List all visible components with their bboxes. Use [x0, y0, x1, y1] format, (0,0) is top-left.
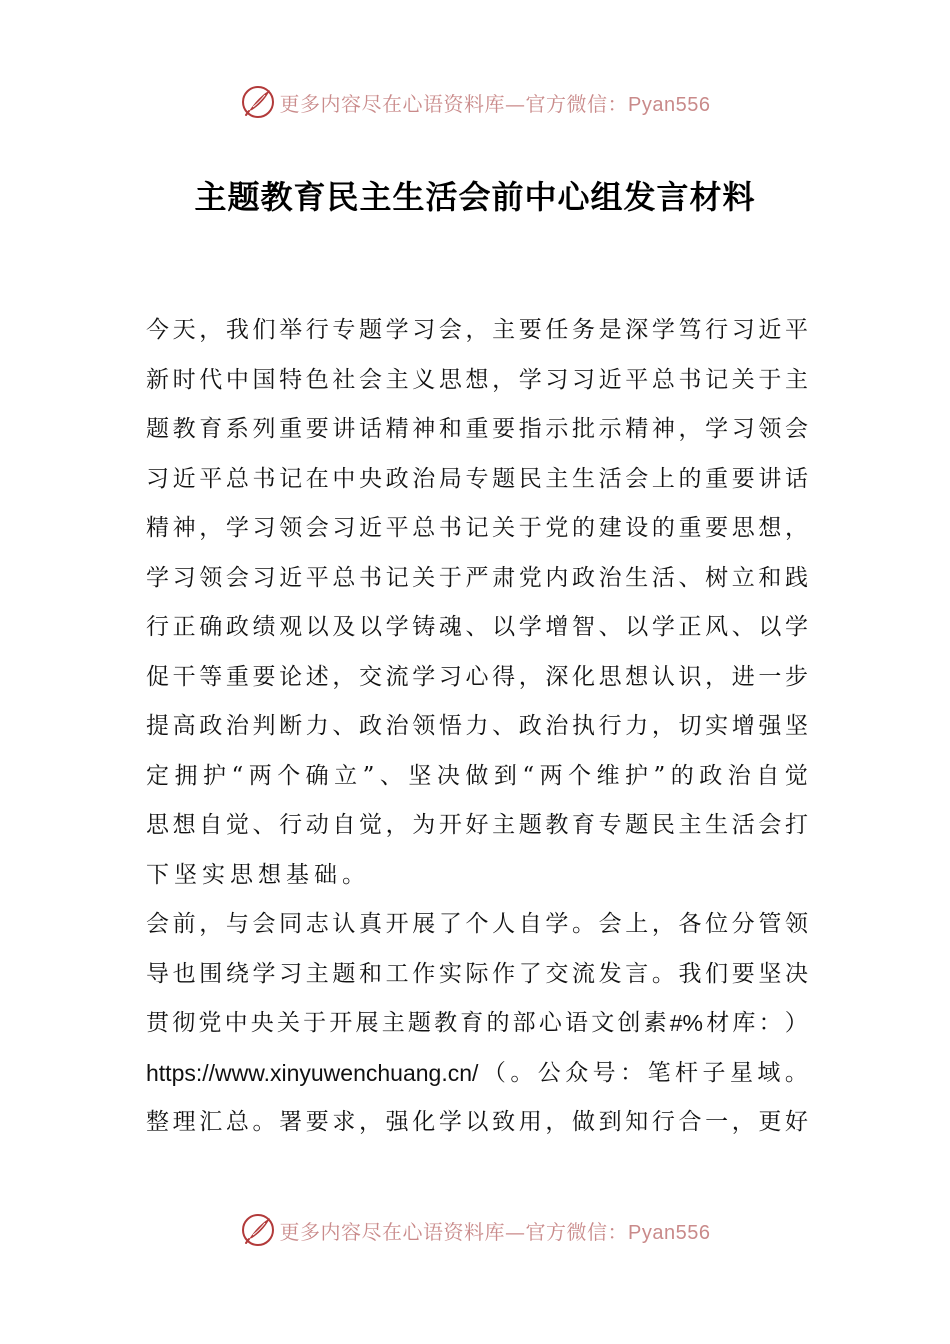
- footer-slogan: [280, 1216, 711, 1245]
- text-line: 思 想 自 觉 、 行 动 自 觉 ， 为 开 好 主 题 教 育 专 题 民 主 生 活 会 打: [146, 812, 808, 838]
- paragraph-2: [146, 900, 808, 1148]
- text-line: 整 理 汇 总 。 署 要 求 ， 强 化 学 以 致 用 ， 做 到 知 行 合 一 ， 更 好: [146, 1109, 808, 1135]
- text-line: 会 前 ， 与 会 同 志 认 真 开 展 了 个 人 自 学 。 会 上 ， 各 位 分 管 领: [146, 911, 808, 937]
- text-line: 行 正 确 政 绩 观 以 及 以 学 铸 魂 、 以 学 增 智 、 以 学 正 风 、 以 学: [146, 614, 808, 640]
- text-line: 下 坚 实 思 想 基 础 。: [146, 861, 370, 888]
- text-line: https://www.xinyuwenchuang.cn/ （ 。 公 众 号 ： 笔 杆 子 星 域 。: [146, 1059, 808, 1086]
- text-line: 今 天 ， 我 们 举 行 专 题 学 习 会 ， 主 要 任 务 是 深 学 笃 行 习 近 平: [146, 317, 808, 343]
- text-line: 定 拥 护 “ 两 个 确 立 ” 、 坚 决 做 到 “ 两 个 维 护 ” 的 政 治 自 觉: [146, 762, 808, 789]
- header-wechat-id: Pyan556: [628, 93, 711, 116]
- text-line: 促 干 等 重 要 论 述 ， 交 流 学 习 心 得 ， 深 化 思 想 认 识 ， 进 一 步: [146, 663, 808, 690]
- text-line: 提 高 政 治 判 断 力 、 政 治 领 悟 力 、 政 治 执 行 力 ， 切 实 增 强 坚: [146, 713, 808, 739]
- document-body: [146, 306, 808, 1148]
- text-line: 学 习 领 会 习 近 平 总 书 记 关 于 严 肃 党 内 政 治 生 活 、 树 立 和 践: [146, 564, 808, 591]
- quill-logo-icon: [240, 84, 276, 120]
- text-line: 贯 彻 党 中 央 关 于 开 展 主 题 教 育 的 部 心 语 文 创 素 #% 材 库 ： ）: [146, 1010, 808, 1036]
- header-banner: [0, 82, 950, 122]
- footer-wechat-id: Pyan556: [628, 1221, 711, 1244]
- text-line: 精 神 ， 学 习 领 会 习 近 平 总 书 记 关 于 党 的 建 设 的 重 要 思 想 ，: [146, 515, 808, 541]
- quill-logo-icon: [240, 1212, 276, 1248]
- text-line: 导 也 围 绕 学 习 主 题 和 工 作 实 际 作 了 交 流 发 言 。 我 们 要 坚 决: [146, 960, 808, 987]
- text-line: 习 近 平 总 书 记 在 中 央 政 治 局 专 题 民 主 生 活 会 上 的 重 要 讲 话: [146, 465, 808, 492]
- footer-banner: [0, 1210, 950, 1250]
- text-line: 题 教 育 系 列 重 要 讲 话 精 神 和 重 要 指 示 批 示 精 神 ， 学 习 领 会: [146, 416, 808, 442]
- header-slogan: [280, 88, 711, 117]
- footer-slogan-main: 更多内容尽在心语资料库—官方微信：: [279, 1219, 629, 1244]
- paragraph-1: [146, 306, 808, 900]
- document-title: 主题教育民主生活会前中心组发言材料: [194, 178, 756, 216]
- header-slogan-main: 更多内容尽在心语资料库—官方微信：: [279, 91, 629, 116]
- text-line: 新 时 代 中 国 特 色 社 会 主 义 思 想 ， 学 习 习 近 平 总 书 记 关 于 主: [146, 366, 808, 393]
